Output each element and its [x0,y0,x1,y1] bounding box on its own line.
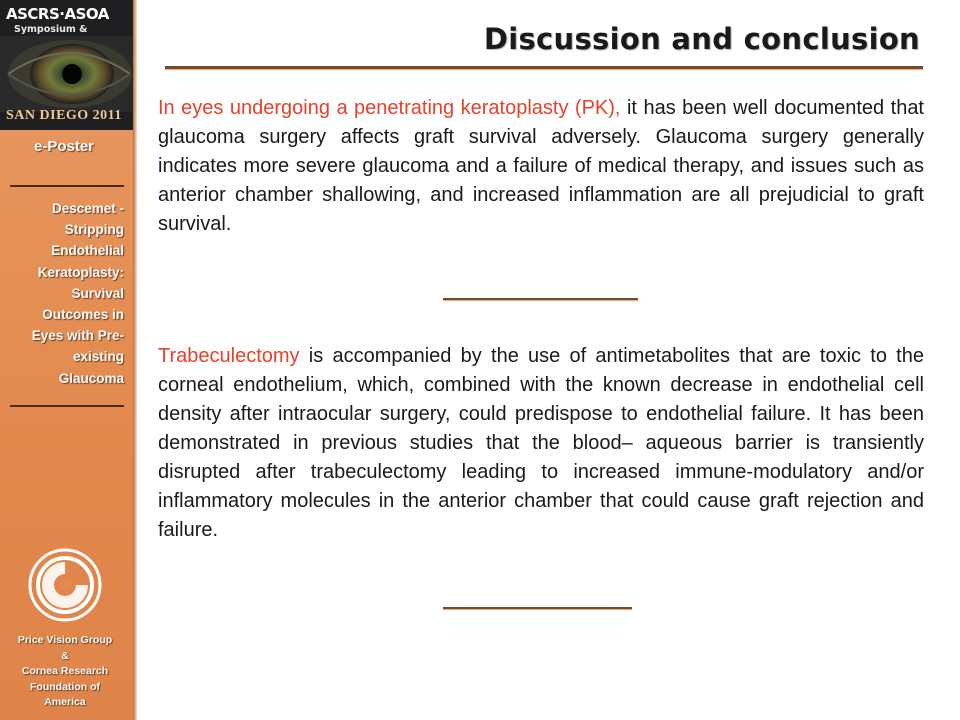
poster-title-line: Survival [71,285,124,301]
sponsor-text [2,633,128,711]
paragraph-pk-text: it has been well documented that glaucoma surgery affects graft survival adversely. Glaucoma surgery generally indicates more severe glaucoma and a failure of medical therapy, and issues such as anterior chamber shallowing, and increased inflammation are all prejudicial to graft survival. [158,97,924,235]
title-underline [165,66,923,69]
poster-title [4,198,124,389]
sponsor-line: Price Vision Group [17,634,113,646]
sidebar-edge [133,0,137,720]
sidebar [0,0,133,720]
conference-logo [0,0,133,130]
paragraph-trabeculectomy [158,342,924,545]
poster-title-line: Descemet - [51,201,124,216]
poster-title-line: Keratoplasty: [37,264,124,280]
paragraph-pk-highlight: In eyes undergoing a penetrating keratoplasty (PK), [158,97,621,119]
paragraph-trabeculectomy-highlight: Trabeculectomy [158,345,300,367]
paragraph-trabeculectomy-text: is accompanied by the use of antimetabolites that are toxic to the corneal endothelium, which, combined with the known decrease in endothelial cell density after intraocular surgery, could predispose to endothelial failure. It has been demonstrated in previous studies that the blood– aqueous barrier is transiently disrupted after trabeculectomy leading to increased immune-modulatory and/or inflammatory molecules in the anterior chamber that could cause graft rejection and failure. [158,345,924,541]
logo-event-text: Symposium & [14,24,88,35]
poster-title-line: existing [72,349,124,365]
paragraph-pk [158,94,924,239]
sponsor-line: America [44,696,86,708]
section-divider-1 [443,298,638,300]
page-title: Discussion and conclusion [483,22,920,56]
eye-illustration-icon [0,36,133,112]
section-divider-2 [443,607,632,609]
poster-title-line: Stripping [64,222,124,238]
logo-location-text: SAN DIEGO 2011 [6,108,122,123]
poster-title-line: Eyes with Pre- [31,328,124,344]
poster-title-line: Endothelial [51,243,124,259]
eposter-label: e-Poster [33,138,95,155]
sidebar-divider-top [10,185,124,187]
sponsor-line: & [61,649,69,662]
poster-title-line: Outcomes in [42,307,124,323]
cornea-foundation-logo-icon [28,548,102,622]
poster-title-line: Glaucoma [58,370,124,386]
logo-org-text: ASCRS·ASOA [6,5,109,23]
sponsor-line: Cornea Research [21,665,109,677]
sponsor-line: Foundation of [30,680,100,693]
sidebar-divider-bottom [10,405,124,407]
